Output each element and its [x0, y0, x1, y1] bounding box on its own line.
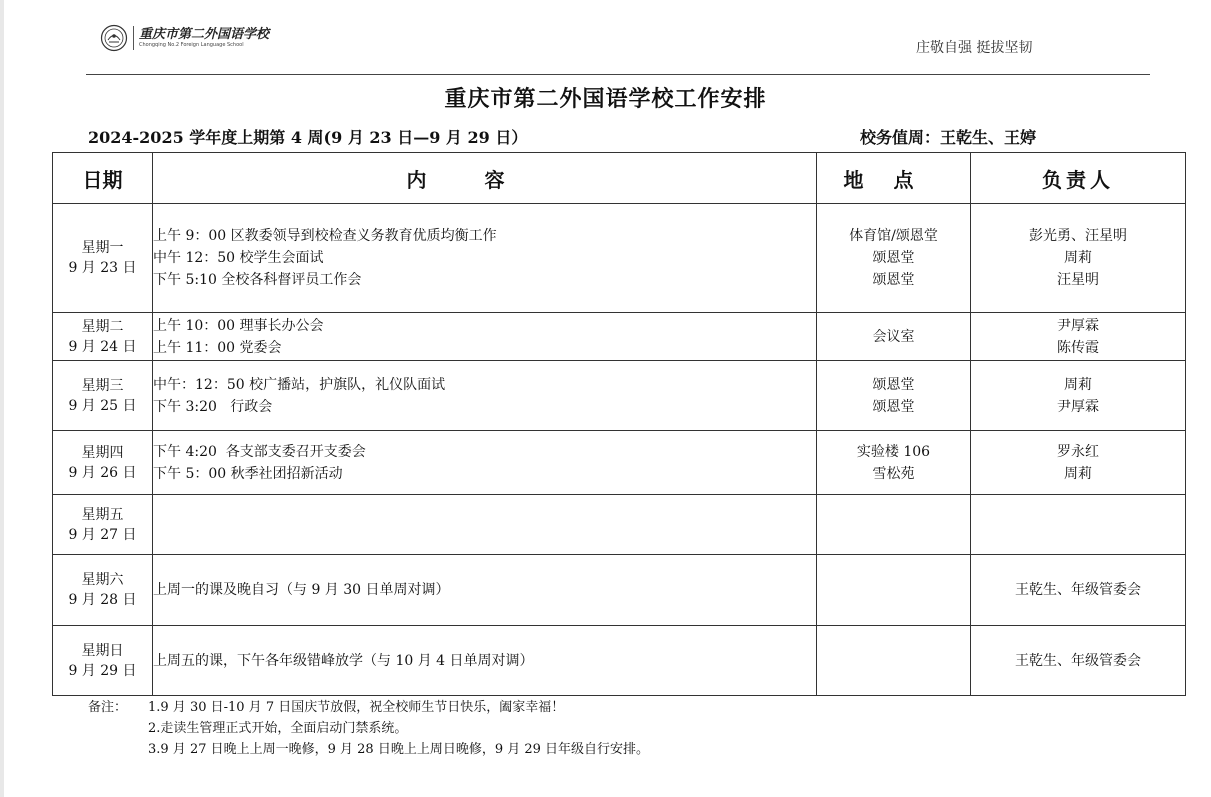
person-line: 王乾生、年级管委会 [1015, 582, 1141, 598]
place-cell [817, 495, 971, 555]
content-line: 上周一的课及晚自习（与 9 月 30 日单周对调） [153, 582, 450, 598]
table-row [53, 626, 1186, 696]
place-line: 颂恩堂 [872, 250, 915, 266]
weekday-label: 星期二 [81, 318, 124, 335]
date-label: 9 月 28 日 [68, 592, 137, 608]
duty-staff: 校务值周：王乾生、王婷 [860, 128, 1037, 147]
date-label: 9 月 27 日 [68, 526, 137, 543]
header-person: 负责人 [971, 153, 1186, 204]
header-date: 日期 [53, 153, 153, 204]
content-line: 上午 10：00 理事长办公会 [153, 317, 324, 334]
content-cell [153, 313, 817, 361]
place-cell [817, 313, 971, 361]
table-row [53, 495, 1186, 555]
content-line: 上午 11：00 党委会 [153, 339, 282, 356]
school-emblem-icon [100, 24, 128, 52]
place-line: 会议室 [872, 328, 915, 345]
person-line: 汪星明 [1057, 272, 1099, 288]
logo-chinese-name: 重庆市第二外国语学校 [139, 27, 270, 42]
table-row [53, 431, 1186, 495]
place-line: 颂恩堂 [872, 376, 915, 393]
day-cell [53, 313, 153, 361]
weekday-label: 星期三 [81, 377, 124, 394]
document-title: 重庆市第二外国语学校工作安排 [444, 86, 767, 112]
day-cell [53, 626, 153, 696]
person-cell [971, 626, 1186, 696]
weekday-label: 星期五 [81, 506, 124, 523]
person-line: 彭光勇、汪星明 [1029, 228, 1127, 244]
person-cell [971, 361, 1186, 431]
content-line: 下午 5：00 秋季社团招新活动 [153, 465, 343, 482]
place-cell [817, 361, 971, 431]
date-label: 9 月 23 日 [68, 260, 137, 276]
content-line: 中午 12：50 校学生会面试 [153, 250, 324, 266]
person-line: 王乾生、年级管委会 [1015, 652, 1141, 669]
content-cell [153, 495, 817, 555]
content-cell [153, 431, 817, 495]
day-cell [53, 555, 153, 626]
notes-label: 备注： [88, 700, 128, 715]
page-edge [0, 0, 4, 797]
date-label: 9 月 25 日 [68, 397, 137, 414]
place-cell [817, 431, 971, 495]
person-cell [971, 555, 1186, 626]
day-cell [53, 431, 153, 495]
header-rule [86, 74, 1150, 75]
schedule-body [53, 204, 1186, 696]
content-line: 下午 5:10 全校各科督评员工作会 [153, 272, 362, 288]
table-row [53, 555, 1186, 626]
page-header [0, 0, 1211, 80]
person-cell [971, 204, 1186, 313]
weekday-label: 星期日 [81, 642, 124, 659]
weekday-label: 星期四 [81, 444, 124, 461]
notes-list [148, 697, 1048, 760]
content-cell [153, 626, 817, 696]
place-cell [817, 204, 971, 313]
day-cell [53, 361, 153, 431]
content-line: 下午 4:20 各支部支委召开支委会 [153, 443, 366, 460]
person-line: 陈传霞 [1057, 339, 1099, 356]
person-cell [971, 431, 1186, 495]
week-info: 2024-2025 学年度上期第 4 周(9 月 23 日—9 月 29 日） [88, 128, 528, 147]
date-label: 9 月 26 日 [68, 464, 137, 481]
place-line: 体育馆/颂恩堂 [849, 228, 938, 244]
table-row [53, 313, 1186, 361]
person-line: 周莉 [1064, 465, 1092, 482]
person-line: 周莉 [1064, 376, 1092, 393]
place-line: 实验楼 106 [856, 443, 931, 460]
note-item: 3.9 月 27 日晚上上周一晚修，9 月 28 日晚上上周日晚修，9 月 29 日年级自行安排。 [148, 742, 650, 757]
school-logo [100, 24, 269, 52]
content-line: 下午 3:20 行政会 [153, 398, 273, 415]
table-row [53, 204, 1186, 313]
person-line: 尹厚霖 [1057, 398, 1099, 415]
note-item: 1.9 月 30 日-10 月 7 日国庆节放假，祝全校师生节日快乐，阖家幸福！ [148, 700, 565, 715]
person-cell [971, 313, 1186, 361]
date-label: 9 月 24 日 [68, 338, 137, 355]
content-cell [153, 555, 817, 626]
content-line: 中午：12：50 校广播站，护旗队，礼仪队面试 [153, 376, 446, 393]
place-cell [817, 555, 971, 626]
date-label: 9 月 29 日 [68, 662, 137, 679]
school-motto: 庄敬自强 挺拔坚韧 [916, 40, 1033, 56]
logo-text [139, 28, 269, 48]
weekday-label: 星期六 [81, 572, 124, 588]
header-place: 地点 [817, 153, 971, 204]
header-content: 内容 [153, 153, 817, 204]
content-line: 上午 9：00 区教委领导到校检查义务教育优质均衡工作 [153, 228, 497, 244]
table-header-row [53, 153, 1186, 204]
logo-english-name: Chongqing No.2 Foreign Language School [139, 42, 244, 48]
person-line: 尹厚霖 [1057, 317, 1099, 334]
content-cell [153, 361, 817, 431]
person-cell [971, 495, 1186, 555]
place-cell [817, 626, 971, 696]
schedule-table [52, 152, 1186, 696]
day-cell [53, 495, 153, 555]
person-line: 周莉 [1064, 250, 1092, 266]
content-line: 上周五的课，下午各年级错峰放学（与 10 月 4 日单周对调） [153, 652, 534, 669]
place-line: 颂恩堂 [872, 272, 915, 288]
logo-divider [133, 26, 134, 50]
day-cell [53, 204, 153, 313]
weekday-label: 星期一 [81, 240, 124, 256]
content-cell [153, 204, 817, 313]
place-line: 颂恩堂 [872, 398, 915, 415]
person-line: 罗永红 [1057, 443, 1099, 460]
note-item: 2.走读生管理正式开始，全面启动门禁系统。 [148, 721, 408, 736]
table-row [53, 361, 1186, 431]
place-line: 雪松苑 [872, 465, 915, 482]
